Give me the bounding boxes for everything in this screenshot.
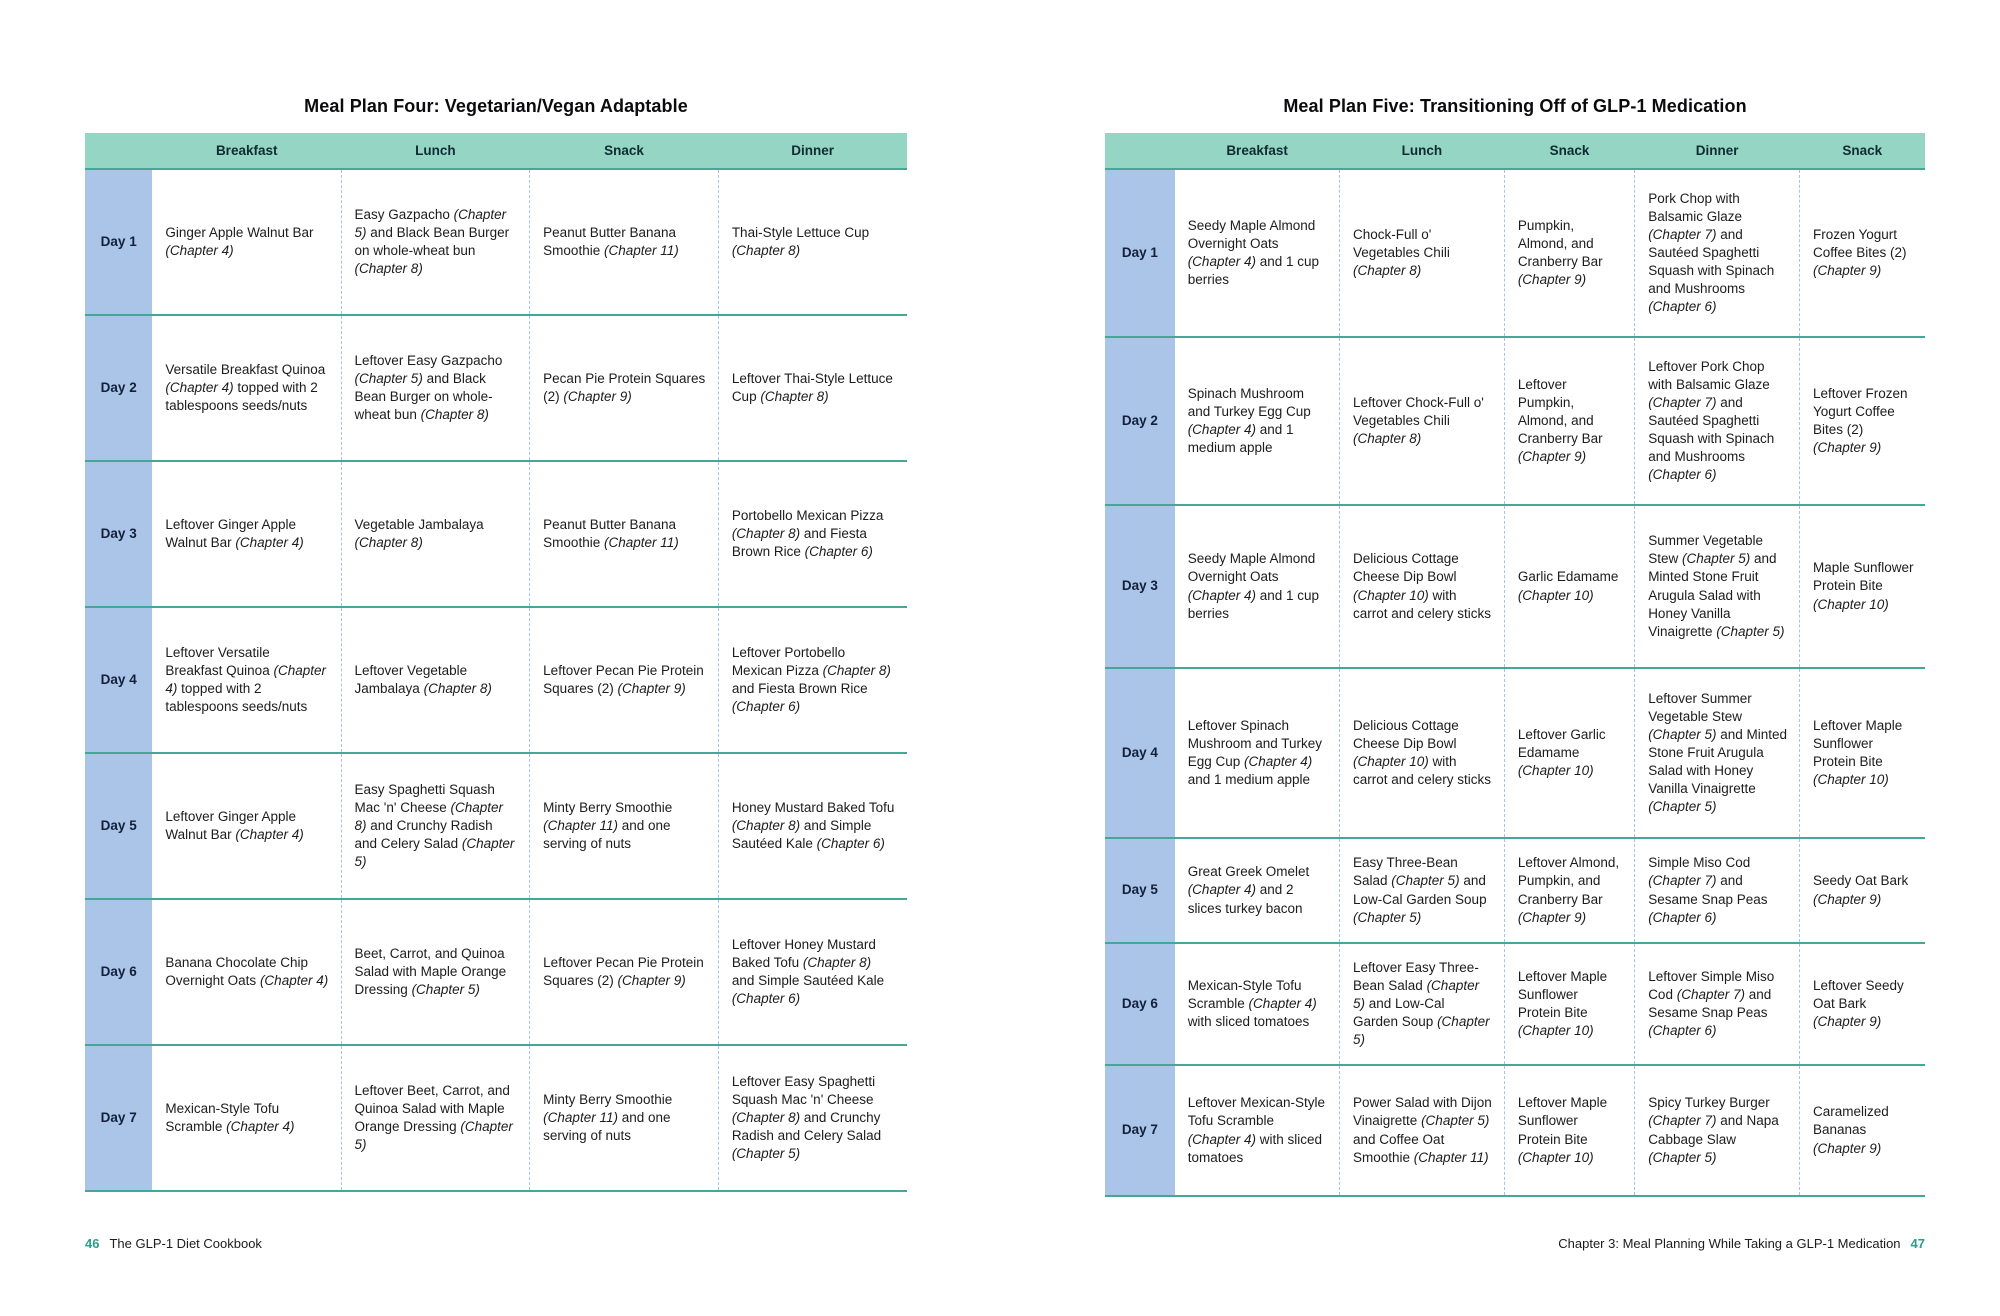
meal-cell: Leftover Portobello Mexican Pizza (Chapter 8) and Fiesta Brown Rice (Chapter 6) bbox=[718, 607, 907, 753]
meal-plan-title-right: Meal Plan Five: Transitioning Off of GLP-1 Medication bbox=[1283, 96, 1747, 116]
table-row bbox=[1105, 169, 1925, 337]
page-footer-left bbox=[85, 1236, 262, 1251]
header-row bbox=[1105, 133, 1925, 169]
meal-cell: Leftover Vegetable Jambalaya (Chapter 8) bbox=[341, 607, 530, 753]
meal-cell: Peanut Butter Banana Smoothie (Chapter 11) bbox=[530, 169, 719, 315]
meal-cell: Pecan Pie Protein Squares (2) (Chapter 9) bbox=[530, 315, 719, 461]
table-row bbox=[1105, 505, 1925, 668]
column-header-lunch: Lunch bbox=[341, 133, 530, 169]
table-row bbox=[85, 1045, 907, 1191]
meal-cell: Leftover Pumpkin, Almond, and Cranberry Bar (Chapter 9) bbox=[1504, 337, 1634, 505]
meal-cell: Vegetable Jambalaya (Chapter 8) bbox=[341, 461, 530, 607]
meal-cell: Leftover Ginger Apple Walnut Bar (Chapter 4) bbox=[165, 516, 304, 550]
day-label: Day 6 bbox=[1105, 943, 1175, 1065]
meal-cell: Spicy Turkey Burger (Chapter 7) and Napa Cabbage Slaw (Chapter 5) bbox=[1635, 1065, 1800, 1196]
meal-cell: Leftover Maple Sunflower Protein Bite (Chapter 10) bbox=[1504, 943, 1634, 1065]
meal-plan-table-left bbox=[85, 133, 907, 1192]
meal-cell: Mexican-Style Tofu Scramble (Chapter 4) bbox=[165, 1100, 295, 1134]
page-footer-right bbox=[1558, 1236, 1925, 1251]
meal-cell: Leftover Pecan Pie Protein Squares (2) (Chapter 9) bbox=[530, 899, 719, 1045]
day-label: Day 7 bbox=[85, 1045, 152, 1191]
meal-cell: Portobello Mexican Pizza (Chapter 8) and Fiesta Brown Rice (Chapter 6) bbox=[718, 461, 907, 607]
table-row bbox=[85, 607, 907, 753]
meal-cell: Banana Chocolate Chip Overnight Oats (Chapter 4) bbox=[165, 954, 329, 988]
meal-cell: Leftover Beet, Carrot, and Quinoa Salad with Maple Orange Dressing (Chapter 5) bbox=[341, 1045, 530, 1191]
meal-cell: Leftover Garlic Edamame (Chapter 10) bbox=[1504, 668, 1634, 838]
footer-text-right: Chapter 3: Meal Planning While Taking a GLP-1 Medication bbox=[1558, 1236, 1901, 1251]
meal-cell: Mexican-Style Tofu Scramble (Chapter 4) with sliced tomatoes bbox=[1187, 977, 1317, 1030]
column-header-lunch: Lunch bbox=[1340, 133, 1505, 169]
table-row bbox=[85, 899, 907, 1045]
meal-cell: Easy Three-Bean Salad (Chapter 5) and Low-Cal Garden Soup (Chapter 5) bbox=[1340, 838, 1505, 943]
meal-cell: Power Salad with Dijon Vinaigrette (Chapter 5) and Coffee Oat Smoothie (Chapter 11) bbox=[1340, 1065, 1505, 1196]
table-row bbox=[1105, 337, 1925, 505]
day-label: Day 1 bbox=[1105, 169, 1175, 337]
day-label: Day 4 bbox=[85, 607, 152, 753]
day-label: Day 3 bbox=[1105, 505, 1175, 668]
meal-cell: Ginger Apple Walnut Bar (Chapter 4) bbox=[165, 224, 314, 258]
footer-text-left: The GLP-1 Diet Cookbook bbox=[109, 1236, 262, 1251]
meal-cell: Pumpkin, Almond, and Cranberry Bar (Chapter 9) bbox=[1504, 169, 1634, 337]
day-label: Day 1 bbox=[85, 169, 152, 315]
meal-cell: Leftover Honey Mustard Baked Tofu (Chapter 8) and Simple Sautéed Kale (Chapter 6) bbox=[718, 899, 907, 1045]
meal-cell: Delicious Cottage Cheese Dip Bowl (Chapter 10) with carrot and celery sticks bbox=[1340, 668, 1505, 838]
meal-cell: Leftover Easy Spaghetti Squash Mac 'n' Cheese (Chapter 8) and Crunchy Radish and Celery Salad (Chapter 5) bbox=[718, 1045, 907, 1191]
meal-cell: Spinach Mushroom and Turkey Egg Cup (Chapter 4) and 1 medium apple bbox=[1187, 385, 1311, 456]
day-label: Day 2 bbox=[1105, 337, 1175, 505]
meal-cell: Leftover Thai-Style Lettuce Cup (Chapter 8) bbox=[718, 315, 907, 461]
meal-cell: Leftover Frozen Yogurt Coffee Bites (2) (Chapter 9) bbox=[1800, 337, 1926, 505]
header-row bbox=[85, 133, 907, 169]
meal-cell: Great Greek Omelet (Chapter 4) and 2 slices turkey bacon bbox=[1187, 864, 1310, 916]
day-label: Day 2 bbox=[85, 315, 152, 461]
meal-cell: Caramelized Bananas (Chapter 9) bbox=[1800, 1065, 1926, 1196]
meal-cell: Easy Spaghetti Squash Mac 'n' Cheese (Chapter 8) and Crunchy Radish and Celery Salad (Chapter 5) bbox=[341, 753, 530, 899]
meal-cell: Summer Vegetable Stew (Chapter 5) and Minted Stone Fruit Arugula Salad with Honey Vanilla Vinaigrette (Chapter 5) bbox=[1635, 505, 1800, 668]
day-label: Day 7 bbox=[1105, 1065, 1175, 1196]
table-row bbox=[85, 315, 907, 461]
meal-cell: Seedy Oat Bark (Chapter 9) bbox=[1800, 838, 1926, 943]
page-left bbox=[85, 95, 907, 1192]
day-label: Day 4 bbox=[1105, 668, 1175, 838]
table-row bbox=[85, 753, 907, 899]
column-header-dinner: Dinner bbox=[718, 133, 907, 169]
meal-cell: Peanut Butter Banana Smoothie (Chapter 11) bbox=[530, 461, 719, 607]
day-label: Day 5 bbox=[85, 753, 152, 899]
day-label: Day 5 bbox=[1105, 838, 1175, 943]
meal-cell: Leftover Easy Gazpacho (Chapter 5) and Black Bean Burger on whole-wheat bun (Chapter 8) bbox=[341, 315, 530, 461]
column-header-snack: Snack bbox=[1800, 133, 1926, 169]
meal-cell: Seedy Maple Almond Overnight Oats (Chapter 4) and 1 cup berries bbox=[1187, 551, 1320, 621]
page-number-right: 47 bbox=[1910, 1236, 1925, 1251]
day-label: Day 6 bbox=[85, 899, 152, 1045]
table-row bbox=[1105, 838, 1925, 943]
table-row bbox=[85, 461, 907, 607]
meal-cell: Leftover Chock-Full o' Vegetables Chili (Chapter 8) bbox=[1340, 337, 1505, 505]
meal-cell: Minty Berry Smoothie (Chapter 11) and one serving of nuts bbox=[530, 753, 719, 899]
meal-cell: Leftover Maple Sunflower Protein Bite (Chapter 10) bbox=[1504, 1065, 1634, 1196]
meal-cell: Leftover Easy Three-Bean Salad (Chapter 5) and Low-Cal Garden Soup (Chapter 5) bbox=[1340, 943, 1505, 1065]
meal-cell: Maple Sunflower Protein Bite (Chapter 10) bbox=[1800, 505, 1926, 668]
meal-cell: Leftover Maple Sunflower Protein Bite (Chapter 10) bbox=[1800, 668, 1926, 838]
column-header-breakfast: Breakfast bbox=[152, 133, 341, 169]
meal-cell: Leftover Mexican-Style Tofu Scramble (Chapter 4) with sliced tomatoes bbox=[1187, 1095, 1325, 1165]
meal-cell: Pork Chop with Balsamic Glaze (Chapter 7) and Sautéed Spaghetti Squash with Spinach and Mushrooms (Chapter 6) bbox=[1635, 169, 1800, 337]
meal-plan-title-left: Meal Plan Four: Vegetarian/Vegan Adaptable bbox=[304, 96, 688, 116]
meal-cell: Minty Berry Smoothie (Chapter 11) and one serving of nuts bbox=[530, 1045, 719, 1191]
meal-cell: Honey Mustard Baked Tofu (Chapter 8) and Simple Sautéed Kale (Chapter 6) bbox=[718, 753, 907, 899]
column-header-snack: Snack bbox=[1504, 133, 1634, 169]
meal-cell: Easy Gazpacho (Chapter 5) and Black Bean Burger on whole-wheat bun (Chapter 8) bbox=[341, 169, 530, 315]
column-header-blank bbox=[1105, 133, 1175, 169]
meal-cell: Seedy Maple Almond Overnight Oats (Chapter 4) and 1 cup berries bbox=[1187, 217, 1320, 288]
meal-plan-table-right bbox=[1105, 133, 1925, 1197]
column-header-snack: Snack bbox=[530, 133, 719, 169]
table-row bbox=[85, 169, 907, 315]
column-header-dinner: Dinner bbox=[1635, 133, 1800, 169]
meal-cell: Thai-Style Lettuce Cup (Chapter 8) bbox=[718, 169, 907, 315]
table-row bbox=[1105, 1065, 1925, 1196]
meal-cell: Garlic Edamame (Chapter 10) bbox=[1504, 505, 1634, 668]
table-row bbox=[1105, 668, 1925, 838]
table-row bbox=[1105, 943, 1925, 1065]
meal-cell: Delicious Cottage Cheese Dip Bowl (Chapter 10) with carrot and celery sticks bbox=[1340, 505, 1505, 668]
page-right bbox=[1105, 95, 1925, 1197]
page-number-left: 46 bbox=[85, 1236, 100, 1251]
meal-cell: Leftover Pecan Pie Protein Squares (2) (Chapter 9) bbox=[530, 607, 719, 753]
meal-cell: Chock-Full o' Vegetables Chili (Chapter 8) bbox=[1340, 169, 1505, 337]
meal-cell: Leftover Pork Chop with Balsamic Glaze (Chapter 7) and Sautéed Spaghetti Squash with Spinach and Mushrooms (Chapter 6) bbox=[1635, 337, 1800, 505]
meal-cell: Leftover Ginger Apple Walnut Bar (Chapter 4) bbox=[165, 808, 304, 842]
meal-cell: Leftover Spinach Mushroom and Turkey Egg Cup (Chapter 4) and 1 medium apple bbox=[1187, 717, 1322, 788]
day-label: Day 3 bbox=[85, 461, 152, 607]
meal-cell: Leftover Simple Miso Cod (Chapter 7) and Sesame Snap Peas (Chapter 6) bbox=[1635, 943, 1800, 1065]
meal-cell: Frozen Yogurt Coffee Bites (2) (Chapter 9) bbox=[1800, 169, 1926, 337]
meal-cell: Leftover Versatile Breakfast Quinoa (Chapter 4) topped with 2 tablespoons seeds/nuts bbox=[165, 644, 326, 715]
meal-cell: Simple Miso Cod (Chapter 7) and Sesame Snap Peas (Chapter 6) bbox=[1635, 838, 1800, 943]
column-header-breakfast: Breakfast bbox=[1175, 133, 1340, 169]
meal-cell: Leftover Summer Vegetable Stew (Chapter 5) and Minted Stone Fruit Arugula Salad with Honey Vanilla Vinaigrette (Chapter 5) bbox=[1635, 668, 1800, 838]
meal-cell: Leftover Almond, Pumpkin, and Cranberry Bar (Chapter 9) bbox=[1504, 838, 1634, 943]
meal-cell: Leftover Seedy Oat Bark (Chapter 9) bbox=[1800, 943, 1926, 1065]
meal-cell: Versatile Breakfast Quinoa (Chapter 4) topped with 2 tablespoons seeds/nuts bbox=[165, 361, 326, 414]
column-header-blank bbox=[85, 133, 152, 169]
meal-cell: Beet, Carrot, and Quinoa Salad with Maple Orange Dressing (Chapter 5) bbox=[341, 899, 530, 1045]
